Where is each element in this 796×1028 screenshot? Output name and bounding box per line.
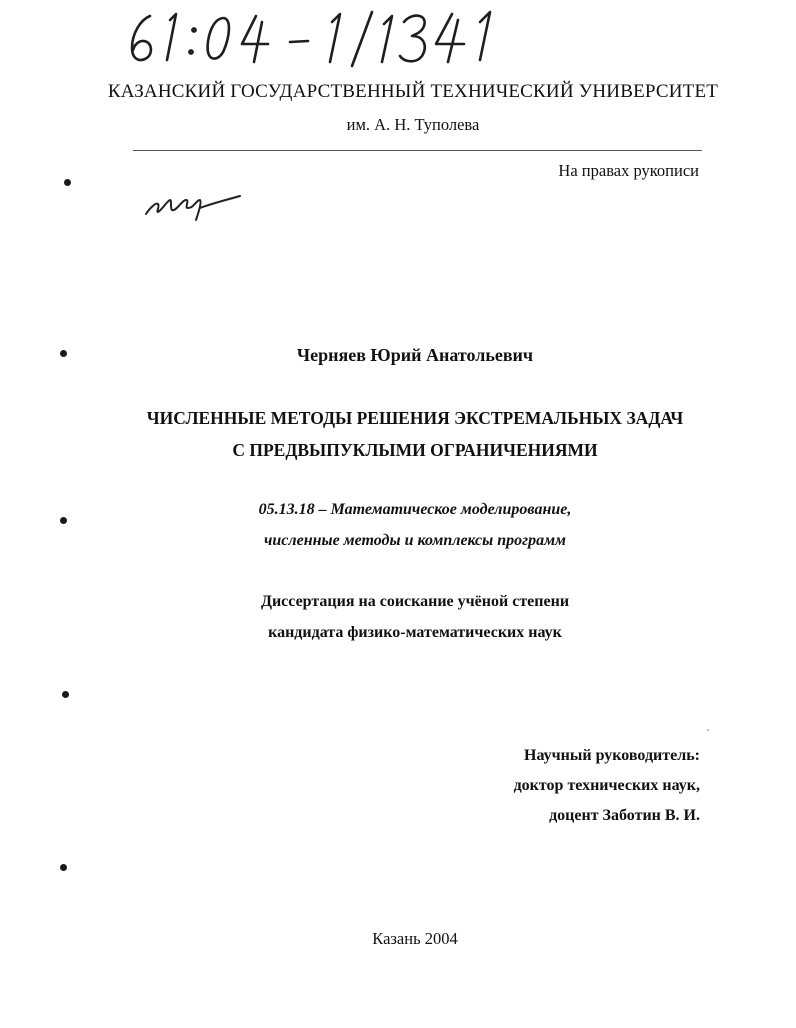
city-year: Казань 2004 [372,929,458,948]
title-line-2: С ПРЕДВЫПУКЛЫМИ ОГРАНИЧЕНИЯМИ [232,440,598,460]
supervisor-degree: доктор технических наук, [513,777,700,794]
specialty-line-1: 05.13.18 – Математическое моделирование, [258,501,572,518]
dissertation-line-2: кандидата физико-математических наук [268,624,562,641]
binding-hole-mark [64,179,71,186]
handwritten-signature [140,186,250,226]
author-name: Черняев Юрий Анатольевич [296,345,534,365]
binding-hole-mark [60,517,67,524]
scan-speck [707,729,709,731]
supervisor-name: доцент Заботин В. И. [549,807,700,824]
manuscript-note: На правах рукописи [558,161,699,180]
specialty-line-2: численные методы и комплексы программ [264,532,566,549]
binding-hole-mark [62,691,69,698]
title-line-1: ЧИСЛЕННЫЕ МЕТОДЫ РЕШЕНИЯ ЭКСТРЕМАЛЬНЫХ ЗАДАЧ [146,408,684,428]
dissertation-line-1: Диссертация на соискание учёной степени [260,593,570,610]
supervisor-label: Научный руководитель: [524,747,700,764]
handwritten-archive-number [120,6,520,72]
binding-hole-mark [60,350,67,357]
header-divider [133,150,702,151]
university-name: КАЗАНСКИЙ ГОСУДАРСТВЕННЫЙ ТЕХНИЧЕСКИЙ УНИВЕРСИТЕТ [107,81,719,102]
binding-hole-mark [60,864,67,871]
named-after: им. А. Н. Туполева [346,115,480,134]
